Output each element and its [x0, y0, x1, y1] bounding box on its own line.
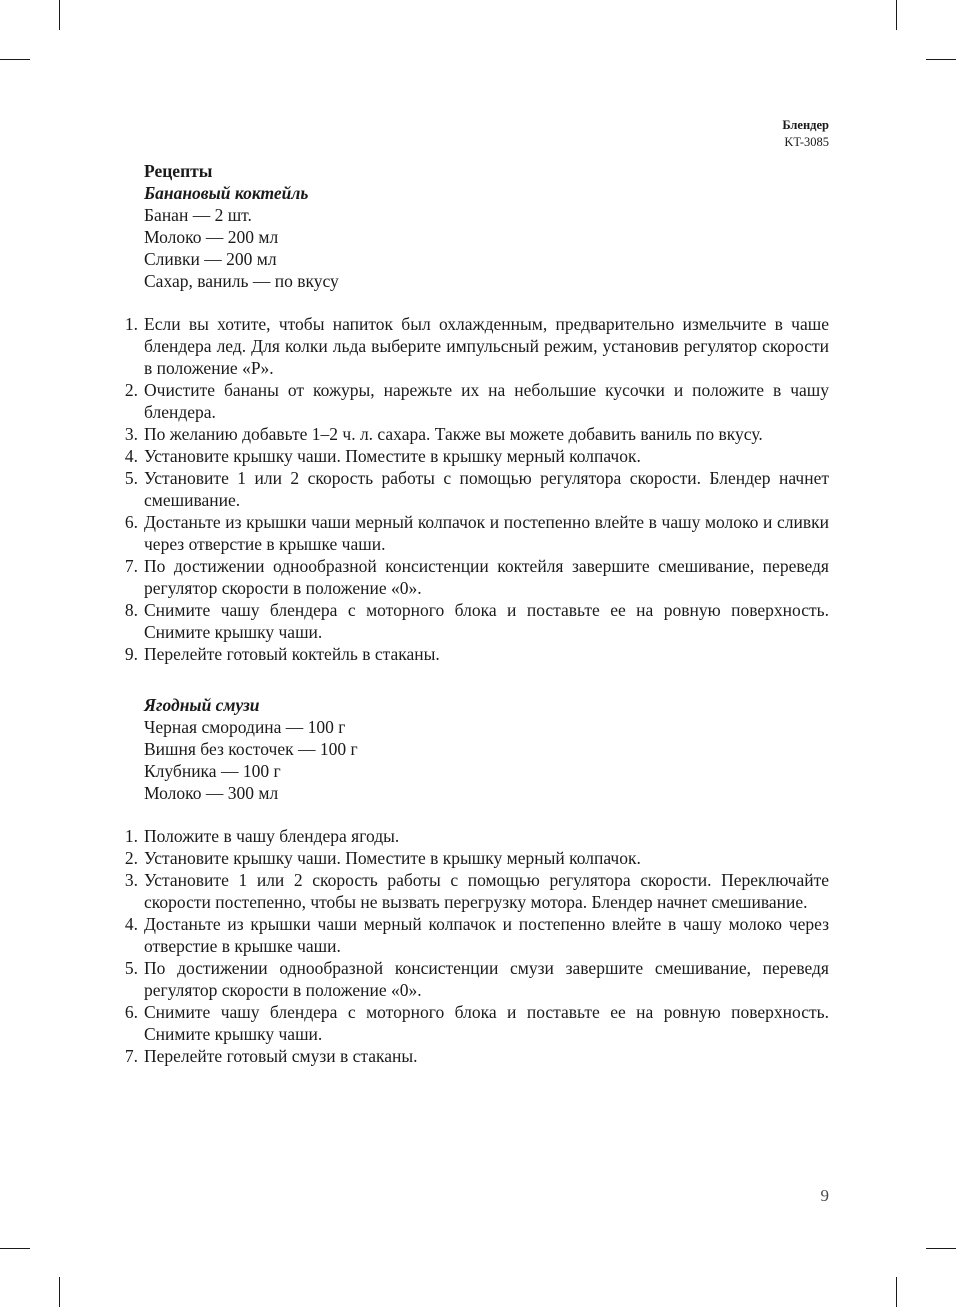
header-model: KT-3085: [784, 135, 829, 149]
crop-mark-bottom-right-h: [926, 1248, 956, 1249]
step: 2. Установите крышку чаши. Поместите в крышку мерный колпачок.: [124, 848, 641, 868]
steps-list: [124, 313, 829, 665]
crop-mark-bottom-left-h: [0, 1248, 30, 1249]
crop-mark-bottom-right: [896, 1277, 897, 1307]
step: 8. Снимите чашу блендера с моторного блока и поставьте ее на ровную поверхность. Снимите крышку чаши.: [124, 600, 829, 642]
step: 9. Перелейте готовый коктейль в стаканы.: [124, 644, 440, 664]
ingredient: Молоко — 300 мл: [144, 783, 279, 803]
step: 5. Установите 1 или 2 скорость работы с помощью регулятора скорости. Блендер начнет смешивание.: [124, 468, 829, 510]
ingredient-list: [144, 716, 829, 804]
step: 7. По достижении однообразной консистенции коктейля завершите смешивание, переведя регулятор скорости в положение «0».: [124, 556, 829, 598]
step: 6. Снимите чашу блендера с моторного блока и поставьте ее на ровную поверхность. Снимите крышку чаши.: [124, 1002, 829, 1044]
page-header: [782, 117, 829, 151]
ingredient: Молоко — 200 мл: [144, 227, 279, 247]
recipe-berry-smoothie: [124, 694, 829, 1067]
crop-mark-top-left: [59, 0, 60, 30]
step: 1. Если вы хотите, чтобы напиток был охлажденным, предварительно измельчите в чаше блендера лед. Для колки льда выберите импульсный режим, установив регулятор скорости в положение «P».: [124, 314, 829, 378]
step: 7. Перелейте готовый смузи в стаканы.: [124, 1046, 418, 1066]
step: 5. По достижении однообразной консистенции смузи завершите смешивание, переведя регулятор скорости в положение «0».: [124, 958, 829, 1000]
step: 6. Достаньте из крышки чаши мерный колпачок и постепенно влейте в чашу молоко и сливки через отверстие в крышке чаши.: [124, 512, 829, 554]
ingredient: Сахар, ваниль — по вкусу: [144, 271, 339, 291]
recipe-title: Ягодный смузи: [144, 695, 260, 715]
crop-mark-top-right-h: [926, 59, 956, 60]
step: 3. По желанию добавьте 1–2 ч. л. сахара. Также вы можете добавить ваниль по вкусу.: [124, 424, 763, 444]
step: 3. Установите 1 или 2 скорость работы с помощью регулятора скорости. Переключайте скорости постепенно, чтобы не вызвать перегрузку мотора. Блендер начнет смешивание.: [124, 870, 829, 912]
page-number: 9: [820, 1186, 829, 1205]
crop-mark-top-left-h: [0, 59, 30, 60]
header-product: Блендер: [782, 118, 829, 132]
step: 2. Очистите бананы от кожуры, нарежьте их на небольшие кусочки и положите в чашу блендера.: [124, 380, 829, 422]
ingredient: Клубника — 100 г: [144, 761, 281, 781]
step: 1. Положите в чашу блендера ягоды.: [124, 826, 400, 846]
page-content: [124, 160, 829, 1067]
crop-mark-bottom-left: [59, 1277, 60, 1307]
step: 4. Установите крышку чаши. Поместите в крышку мерный колпачок.: [124, 446, 641, 466]
ingredient-list: [144, 204, 829, 292]
step: 4. Достаньте из крышки чаши мерный колпачок и постепенно влейте в чашу молоко через отверстие в крышке чаши.: [124, 914, 829, 956]
ingredient: Вишня без косточек — 100 г: [144, 739, 358, 759]
ingredient: Сливки — 200 мл: [144, 249, 277, 269]
section-title: Рецепты: [144, 161, 213, 181]
steps-list: [124, 825, 829, 1067]
ingredient: Черная смородина — 100 г: [144, 717, 346, 737]
recipe-title: Банановый коктейль: [144, 183, 309, 203]
crop-mark-top-right: [896, 0, 897, 30]
recipe-banana: [124, 182, 829, 665]
ingredient: Банан — 2 шт.: [144, 205, 252, 225]
